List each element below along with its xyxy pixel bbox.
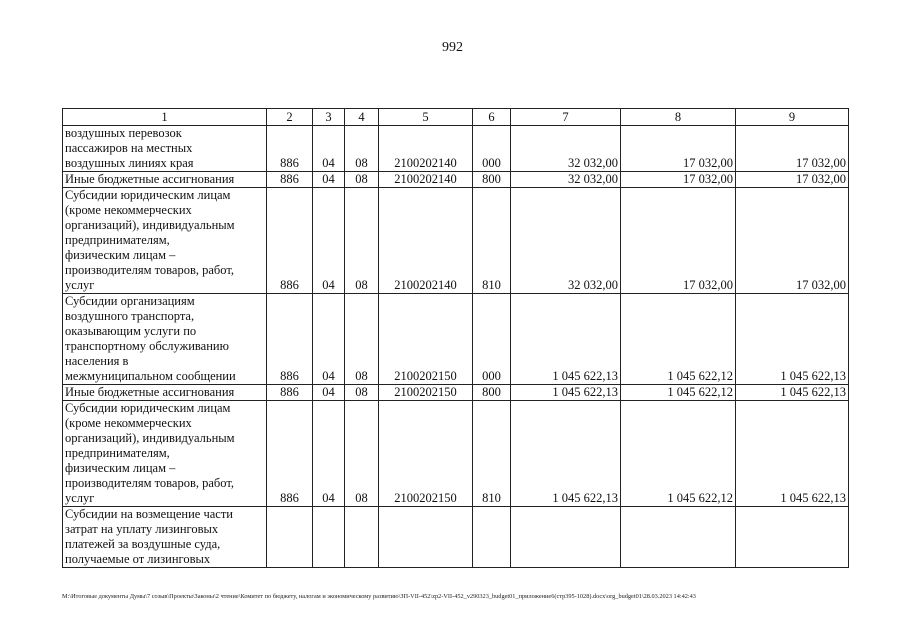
subsection-code: 08 <box>345 188 379 294</box>
item-name-line: Иные бюджетные ассигнования <box>65 385 235 399</box>
item-name-line: услуг <box>65 278 95 292</box>
ministry-code: 886 <box>267 188 313 294</box>
item-name <box>63 507 267 568</box>
column-header: 9 <box>736 109 849 126</box>
ministry-code <box>267 507 313 568</box>
target-article-code: 2100202150 <box>379 294 473 385</box>
item-name-line: организаций), индивидуальным <box>65 431 235 445</box>
section-code: 04 <box>313 401 345 507</box>
column-header: 3 <box>313 109 345 126</box>
item-name-line: оказывающим услуги по <box>65 324 197 338</box>
page-number: 992 <box>442 40 463 55</box>
item-name <box>63 385 267 401</box>
item-name-line: транспортному обслуживанию <box>65 339 229 353</box>
target-article-code: 2100202140 <box>379 172 473 188</box>
subsection-code: 08 <box>345 172 379 188</box>
item-name-line: предпринимателям, <box>65 233 170 247</box>
item-name-line: (кроме некоммерческих <box>65 203 192 217</box>
expense-type-code <box>473 507 511 568</box>
item-name-line: Субсидии организациям <box>65 294 195 308</box>
ministry-code: 886 <box>267 401 313 507</box>
column-header: 7 <box>511 109 621 126</box>
subsection-code: 08 <box>345 294 379 385</box>
item-name-line: воздушных линиях края <box>65 156 194 170</box>
item-name-line: производителям товаров, работ, <box>65 263 234 277</box>
section-code: 04 <box>313 188 345 294</box>
amount-col-8 <box>621 507 736 568</box>
ministry-code: 886 <box>267 172 313 188</box>
target-article-code: 2100202150 <box>379 401 473 507</box>
amount-col-8: 1 045 622,12 <box>621 401 736 507</box>
item-name <box>63 294 267 385</box>
header-row <box>63 109 849 126</box>
item-name-line: производителям товаров, работ, <box>65 476 234 490</box>
target-article-code: 2100202140 <box>379 126 473 172</box>
subsection-code: 08 <box>345 126 379 172</box>
ministry-code: 886 <box>267 385 313 401</box>
amount-col-9: 1 045 622,13 <box>736 294 849 385</box>
item-name-line: населения в <box>65 354 129 368</box>
amount-col-9: 17 032,00 <box>736 172 849 188</box>
section-code <box>313 507 345 568</box>
table-row <box>63 188 849 294</box>
table-row <box>63 401 849 507</box>
column-header: 2 <box>267 109 313 126</box>
target-article-code <box>379 507 473 568</box>
item-name <box>63 188 267 294</box>
item-name-line: Субсидии юридическим лицам <box>65 188 231 202</box>
table-row <box>63 507 849 568</box>
expense-type-code: 000 <box>473 126 511 172</box>
amount-col-7: 1 045 622,13 <box>511 401 621 507</box>
target-article-code: 2100202150 <box>379 385 473 401</box>
item-name <box>63 172 267 188</box>
item-name-line: межмуниципальном сообщении <box>65 369 236 383</box>
item-name-line: затрат на уплату лизинговых <box>65 522 219 536</box>
item-name-line: (кроме некоммерческих <box>65 416 192 430</box>
amount-col-9: 17 032,00 <box>736 188 849 294</box>
amount-col-8: 17 032,00 <box>621 188 736 294</box>
column-header: 4 <box>345 109 379 126</box>
subsection-code: 08 <box>345 385 379 401</box>
column-header: 8 <box>621 109 736 126</box>
amount-col-7: 1 045 622,13 <box>511 385 621 401</box>
table-row <box>63 172 849 188</box>
column-header: 6 <box>473 109 511 126</box>
item-name-line: услуг <box>65 491 95 505</box>
item-name-line: Субсидии на возмещение части <box>65 507 233 521</box>
table-row <box>63 294 849 385</box>
item-name-line: пассажиров на местных <box>65 141 193 155</box>
item-name-line: воздушного транспорта, <box>65 309 195 323</box>
item-name-line: платежей за воздушные суда, <box>65 537 221 551</box>
item-name-line: получаемые от лизинговых <box>65 552 211 566</box>
amount-col-7 <box>511 507 621 568</box>
expense-type-code: 800 <box>473 172 511 188</box>
section-code: 04 <box>313 294 345 385</box>
budget-table <box>62 108 849 568</box>
amount-col-7: 32 032,00 <box>511 188 621 294</box>
item-name-line: физическим лицам – <box>65 461 176 475</box>
amount-col-9 <box>736 507 849 568</box>
expense-type-code: 810 <box>473 188 511 294</box>
section-code: 04 <box>313 126 345 172</box>
table-body <box>63 109 849 568</box>
amount-col-8: 17 032,00 <box>621 126 736 172</box>
item-name <box>63 401 267 507</box>
section-code: 04 <box>313 385 345 401</box>
column-header: 1 <box>63 109 267 126</box>
amount-col-9: 17 032,00 <box>736 126 849 172</box>
target-article-code: 2100202140 <box>379 188 473 294</box>
amount-col-8: 1 045 622,12 <box>621 385 736 401</box>
expense-type-code: 800 <box>473 385 511 401</box>
item-name-line: физическим лицам – <box>65 248 176 262</box>
subsection-code <box>345 507 379 568</box>
table-row <box>63 385 849 401</box>
expense-type-code: 810 <box>473 401 511 507</box>
item-name <box>63 126 267 172</box>
amount-col-8: 17 032,00 <box>621 172 736 188</box>
expense-type-code: 000 <box>473 294 511 385</box>
amount-col-9: 1 045 622,13 <box>736 385 849 401</box>
item-name-line: организаций), индивидуальным <box>65 218 235 232</box>
subsection-code: 08 <box>345 401 379 507</box>
amount-col-8: 1 045 622,12 <box>621 294 736 385</box>
amount-col-9: 1 045 622,13 <box>736 401 849 507</box>
ministry-code: 886 <box>267 126 313 172</box>
column-header: 5 <box>379 109 473 126</box>
section-code: 04 <box>313 172 345 188</box>
item-name-line: Субсидии юридическим лицам <box>65 401 231 415</box>
item-name-line: воздушных перевозок <box>65 126 182 140</box>
amount-col-7: 32 032,00 <box>511 126 621 172</box>
amount-col-7: 32 032,00 <box>511 172 621 188</box>
ministry-code: 886 <box>267 294 313 385</box>
item-name-line: предпринимателям, <box>65 446 170 460</box>
amount-col-7: 1 045 622,13 <box>511 294 621 385</box>
item-name-line: Иные бюджетные ассигнования <box>65 172 235 186</box>
file-path-footer: M:\Итоговые документы Думы\7 созыв\Проекты\Законы\2 чтение\Комитет по бюджету, налогам и экономическому развитию\ЗП-VII-452\zp2-VII-452_v290323_budget01_приложение6(стр395-1028).docx\org_budget01\28.03.2023 14:42:43 <box>62 593 696 600</box>
table-row <box>63 126 849 172</box>
